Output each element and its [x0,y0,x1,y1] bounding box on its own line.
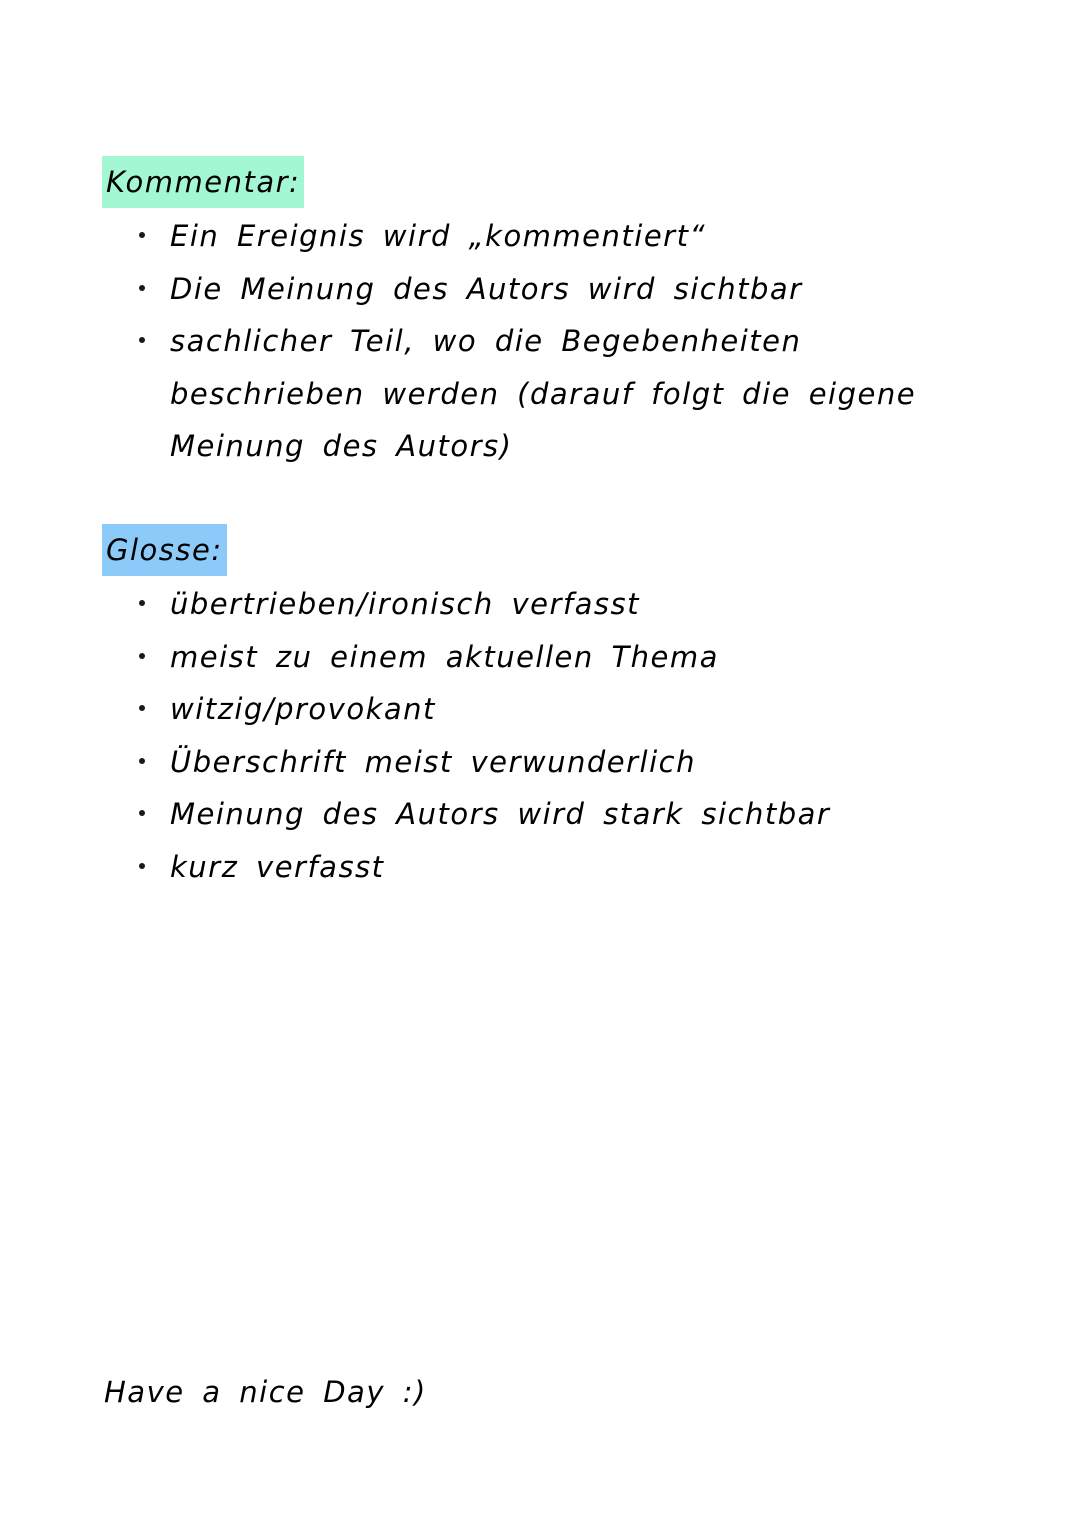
kommentar-list [0,210,930,473]
list-item [0,578,930,631]
bullet-icon [139,232,145,238]
closing-text: Have a nice Day :) [104,1375,427,1409]
bullet-icon [139,705,145,711]
list-item [0,631,930,684]
glosse-heading: Glosse: [102,524,227,576]
list-item-text: sachlicher Teil, wo die Begebenheiten beschrieben werden (darauf folgt die eigene Meinung des Autors) [170,324,917,463]
list-item-text: Überschrift meist verwunderlich [170,744,696,779]
list-item-text: Ein Ereignis wird „kommentiert“ [170,219,706,253]
list-item [0,315,930,473]
list-item-text: kurz verfasst [170,849,385,884]
bullet-icon [139,863,145,869]
list-item [0,210,930,263]
list-item [0,683,930,736]
bullet-icon [139,810,145,816]
kommentar-heading: Kommentar: [102,156,304,208]
list-item-text: Die Meinung des Autors wird sichtbar [170,271,803,306]
list-item [0,788,930,841]
list-item-text: übertrieben/ironisch verfasst [170,587,640,621]
bullet-icon [139,758,145,764]
list-item-text: Meinung des Autors wird stark sichtbar [170,797,831,831]
bullet-icon [139,285,145,291]
list-item [0,736,930,789]
list-item [0,841,930,894]
bullet-icon [139,337,145,343]
list-item-text: meist zu einem aktuellen Thema [170,639,719,674]
list-item [0,263,930,316]
bullet-icon [139,653,145,659]
glosse-list [0,578,930,893]
list-item-text: witzig/provokant [170,692,436,726]
bullet-icon [139,600,145,606]
